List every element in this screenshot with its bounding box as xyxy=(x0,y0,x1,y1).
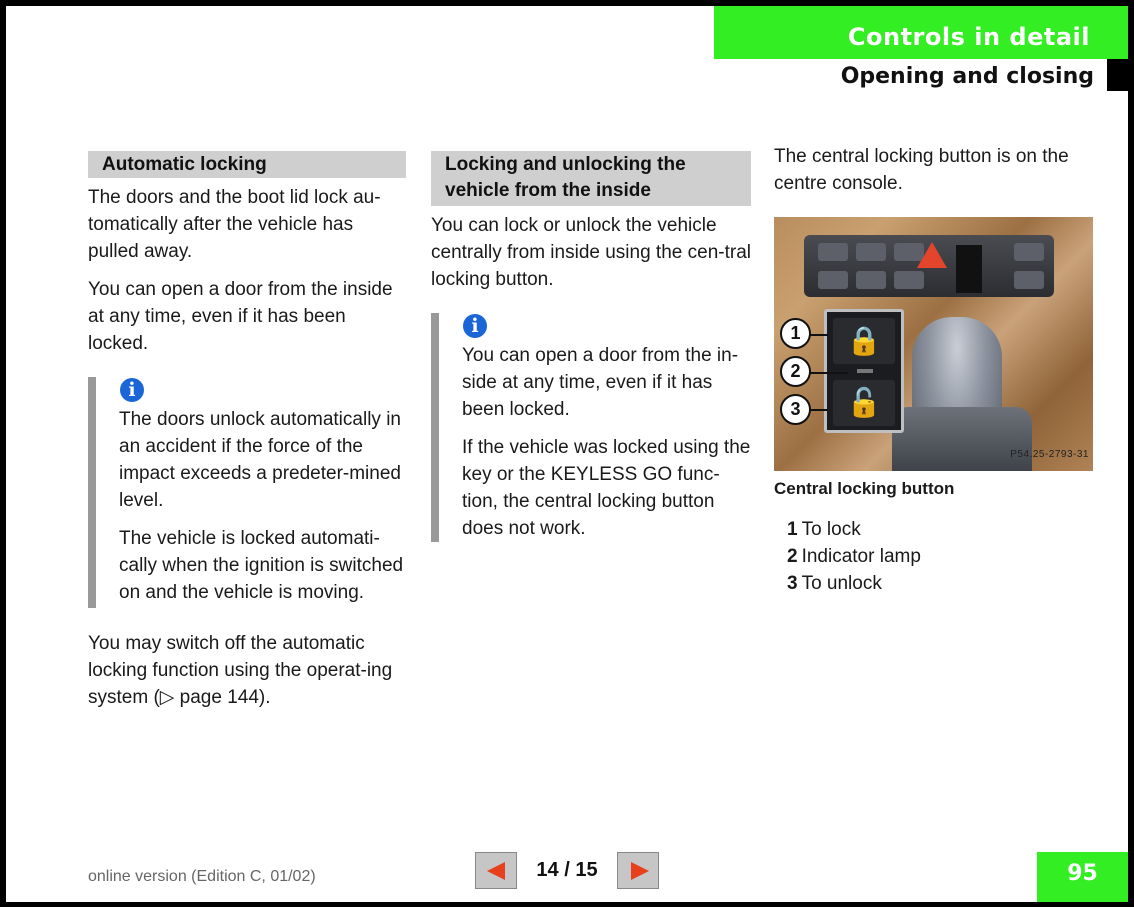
callout-line xyxy=(810,372,848,374)
legend-item: 1 To lock xyxy=(787,519,861,540)
indicator-lamp xyxy=(857,369,873,373)
photo-caption: Central locking button xyxy=(774,479,955,498)
info-icon: i xyxy=(120,378,144,402)
callout-3: 3 xyxy=(780,394,811,425)
callout-2: 2 xyxy=(780,356,811,387)
header-marker xyxy=(1107,59,1128,91)
paragraph: You can lock or unlock the vehicle centrally from inside using the cen-tral locking button. xyxy=(431,215,751,290)
central-locking-button-photo xyxy=(774,217,1093,471)
console-button xyxy=(818,243,848,261)
section-title: Opening and closing xyxy=(840,64,1094,89)
console-button xyxy=(1014,243,1044,261)
heading-locking-unlocking: Locking and unlocking the vehicle from the inside xyxy=(431,151,751,206)
page-number: 95 xyxy=(1037,852,1128,902)
photo-code: P54.25-2793-31 xyxy=(1010,449,1089,460)
console-button xyxy=(818,271,848,289)
column-automatic-locking xyxy=(88,6,406,711)
console-button xyxy=(856,243,886,261)
paragraph: The doors and the boot lid lock au-tomatically after the vehicle has pulled away. xyxy=(88,187,381,262)
note-paragraph: The doors unlock automatically in an accident if the force of the impact exceeds a predeter-mined level. xyxy=(119,409,401,511)
callout-line xyxy=(810,409,828,411)
console-button xyxy=(856,271,886,289)
note-paragraph: The vehicle is locked automati-cally when the ignition is switched on and the vehicle is moving. xyxy=(119,528,404,603)
paragraph-page-reference[interactable]: You may switch off the automatic locking function using the operat-ing system (▷ page 144). xyxy=(88,633,393,708)
console-button xyxy=(1014,271,1044,289)
callout-line xyxy=(810,334,828,336)
chapter-title: Controls in detail xyxy=(714,6,1128,59)
lock-button-strip xyxy=(956,245,982,293)
hazard-warning-icon xyxy=(917,242,947,268)
column-locking-unlocking xyxy=(431,6,751,542)
central-locking-switch xyxy=(824,309,904,433)
page-counter: 14 / 15 xyxy=(536,859,598,881)
info-note xyxy=(431,313,751,542)
console-button xyxy=(894,271,924,289)
heading-automatic-locking: Automatic locking xyxy=(88,151,406,178)
note-paragraph: If the vehicle was locked using the key or the KEYLESS GO func-tion, the central locking button does not work. xyxy=(462,437,751,539)
arrow-left-icon xyxy=(487,862,505,880)
arrow-right-icon xyxy=(631,862,649,880)
callout-1: 1 xyxy=(780,318,811,349)
info-icon: i xyxy=(463,314,487,338)
legend-list xyxy=(774,516,1094,597)
column-central-locking-button xyxy=(774,6,1094,597)
lock-closed-icon: 🔒 xyxy=(833,318,895,364)
paragraph: You can open a door from the inside at any time, even if it has been locked. xyxy=(88,279,393,354)
edition-label: online version (Edition C, 01/02) xyxy=(88,868,316,885)
note-paragraph: You can open a door from the in-side at any time, even if it has been locked. xyxy=(462,345,739,420)
info-note xyxy=(88,377,406,608)
paragraph: The central locking button is on the centre console. xyxy=(774,146,1069,194)
manual-page xyxy=(6,6,1128,902)
next-page-button[interactable] xyxy=(617,852,659,889)
legend-item: 3 To unlock xyxy=(787,573,882,594)
lock-open-icon: 🔓 xyxy=(833,380,895,426)
legend-item: 2 Indicator lamp xyxy=(787,546,921,567)
previous-page-button[interactable] xyxy=(475,852,517,889)
